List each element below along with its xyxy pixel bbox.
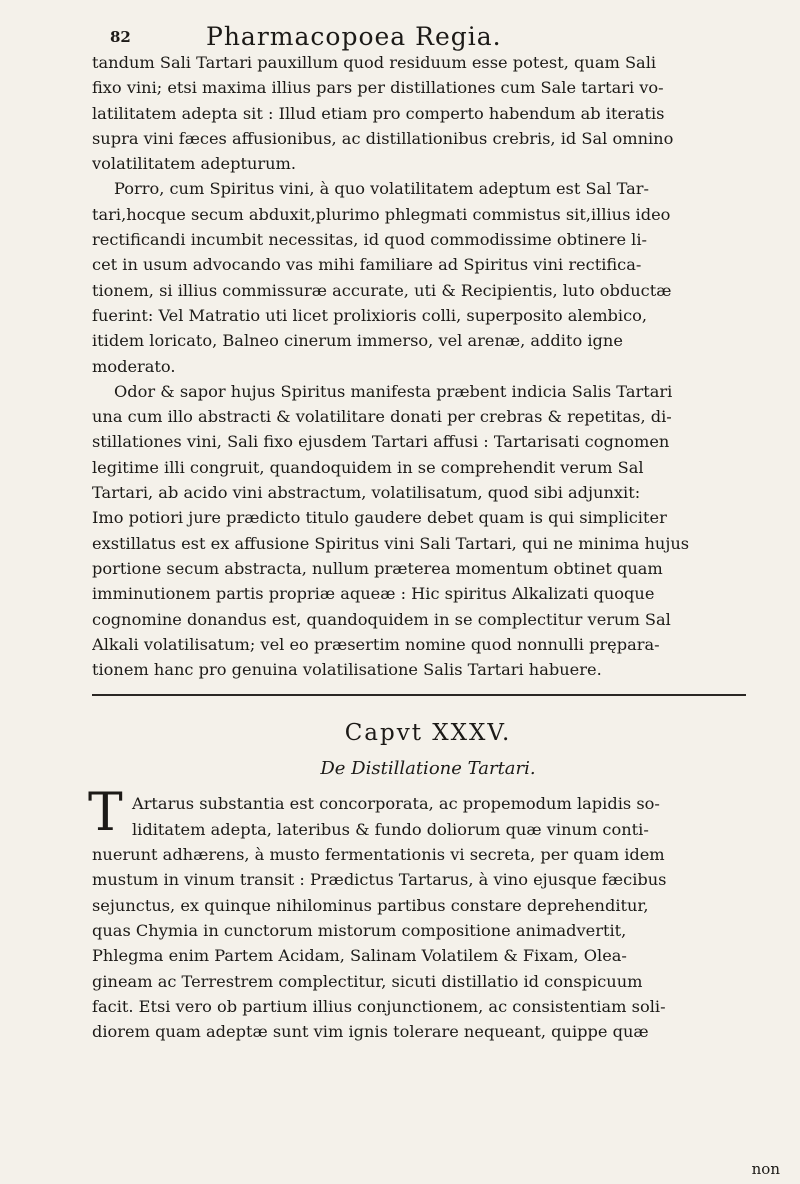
chapter-heading: Capvt XXXV. bbox=[344, 720, 512, 747]
text-line: tionem, si illius commissuræ accurate, uti & Recipientis, luto obductæ bbox=[92, 280, 672, 300]
text-line: una cum illo abstracti & volatilitare donati per crebras & repetitas, di- bbox=[92, 407, 672, 427]
text-line: Alkali volatilisatum; vel eo præsertim nomine quod nonnulli prępara- bbox=[92, 634, 660, 654]
paragraph-3 bbox=[92, 379, 764, 683]
text-line: stillationes vini, Sali fixo ejusdem Tartari affusi : Tartarisati cognomen bbox=[92, 432, 670, 452]
paragraph-2 bbox=[92, 176, 764, 378]
text-line: tionem hanc pro genuina volatilisatione Salis Tartari habuere. bbox=[92, 660, 602, 680]
chapter-body bbox=[88, 783, 764, 1044]
text-line: itidem loricato, Balneo cinerum immerso, vel arenæ, addito igne bbox=[92, 331, 623, 351]
paragraph-1 bbox=[92, 50, 764, 176]
text-line: tandum Sali Tartari pauxillum quod residuum esse potest, quam Sali bbox=[92, 53, 657, 72]
text-line: cognomine donandus est, quandoquidem in se complectitur verum Sal bbox=[92, 609, 671, 629]
text-line: gineam ac Terrestrem complectitur, sicuti distillatio id conspicuum bbox=[92, 971, 643, 991]
text-line: moderato. bbox=[92, 356, 176, 376]
text-line: mustum in vinum transit : Prædictus Tartarus, à vino ejusque fæcibus bbox=[92, 870, 667, 890]
page-number: 82 bbox=[110, 28, 131, 46]
text-line: supra vini fæces affusionibus, ac distillationibus crebris, id Sal omnino bbox=[92, 128, 674, 148]
text-line: Odor & sapor hujus Spiritus manifesta præbent indicia Salis Tartari bbox=[114, 381, 673, 401]
book-page bbox=[88, 12, 764, 1044]
text-line: Artarus substantia est concorporata, ac propemodum lapidis so- bbox=[132, 794, 660, 814]
section-divider bbox=[92, 694, 746, 696]
running-title: Pharmacopoea Regia. bbox=[206, 22, 502, 51]
text-line: legitime illi congruit, quandoquidem in se comprehendit verum Sal bbox=[92, 457, 644, 477]
text-line: facit. Etsi vero ob partium illius conjunctionem, ac consistentiam soli- bbox=[92, 996, 666, 1016]
text-line: Phlegma enim Partem Acidam, Salinam Volatilem & Fixam, Olea- bbox=[92, 946, 627, 966]
text-line: portione secum abstracta, nullum præterea momentum obtinet quam bbox=[92, 558, 663, 578]
body-text bbox=[92, 50, 764, 682]
chapter-subtitle: De Distillatione Tartari. bbox=[320, 758, 536, 780]
text-line: latilitatem adepta sit : Illud etiam pro comperto habendum ab iteratis bbox=[92, 103, 665, 123]
text-line: Imo potiori jure prædicto titulo gaudere debet quam is qui simpliciter bbox=[92, 508, 667, 528]
text-line: rectificandi incumbit necessitas, id quod commodissime obtinere li- bbox=[92, 230, 647, 250]
text-line: exstillatus est ex affusione Spiritus vini Sali Tartari, qui ne minima hujus bbox=[92, 533, 690, 553]
text-line: Porro, cum Spiritus vini, à quo volatilitatem adeptum est Sal Tar- bbox=[114, 179, 649, 199]
text-line: volatilitatem adepturum. bbox=[92, 154, 297, 174]
catchword: non bbox=[751, 1160, 780, 1178]
text-line: nuerunt adhærens, à musto fermentationis vi secreta, per quam idem bbox=[92, 845, 665, 865]
text-line: Tartari, ab acido vini abstractum, volatilisatum, quod sibi adjunxit: bbox=[92, 483, 641, 503]
text-line: fixo vini; etsi maxima illius pars per distillationes cum Sale tartari vo- bbox=[92, 78, 664, 98]
text-line: fuerint: Vel Matratio uti licet prolixioris colli, superposito alembico, bbox=[92, 305, 648, 325]
drop-cap: T bbox=[88, 783, 123, 844]
text-line: diorem quam adeptæ sunt vim ignis tolerare nequeant, quippe quæ bbox=[92, 1022, 649, 1042]
text-line: quas Chymia in cunctorum mistorum compositione animadvertit, bbox=[92, 920, 627, 940]
text-line: tari,hocque secum abduxit,plurimo phlegmati commistus sit,illius ideo bbox=[92, 204, 671, 224]
text-line: cet in usum advocando vas mihi familiare ad Spiritus vini rectifica- bbox=[92, 255, 642, 275]
text-line: imminutionem partis propriæ aqueæ : Hic spiritus Alkalizati quoque bbox=[92, 584, 655, 604]
text-line: sejunctus, ex quinque nihilominus partibus constare deprehenditur, bbox=[92, 895, 649, 915]
text-line: liditatem adepta, lateribus & fundo doliorum quæ vinum conti- bbox=[132, 819, 649, 839]
running-head bbox=[92, 12, 764, 50]
